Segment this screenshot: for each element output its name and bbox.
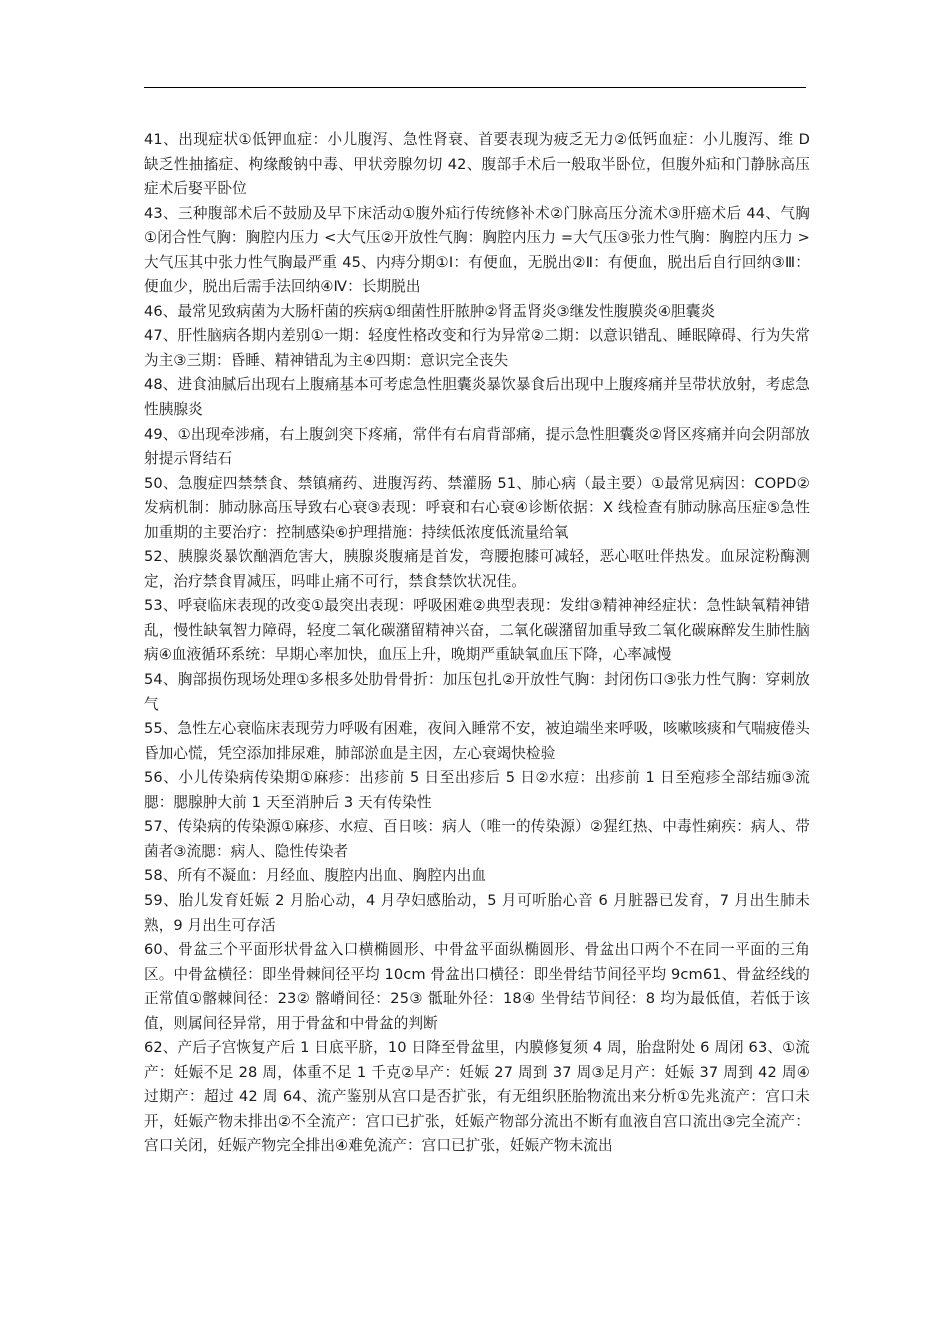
paragraph-60-61: 60、骨盆三个平面形状骨盆入口横椭圆形、中骨盆平面纵椭圆形、骨盆出口两个不在同一平面的三角区。中骨盆横径：即坐骨棘间径平均 10cm 骨盆出口横径：即坐骨结节间径平均 9cm61、骨盆经线的正常值①髂棘间径：23② 髂嵴间径：25③ 骶耻外径：18④ 坐骨结节间径：8 均为最低值，若低于该值，则属间径异常，用于骨盆和中骨盆的判断 xyxy=(144,941,810,1032)
paragraph-58: 58、所有不凝血：月经血、腹腔内出血、胸腔内出血 xyxy=(144,867,487,885)
paragraph-53: 53、呼衰临床表现的改变①最突出表现：呼吸困难②典型表现：发绀③精神神经症状：急性缺氧精神错乱，慢性缺氧智力障碍，轻度二氧化碳潴留精神兴奋，二氧化碳潴留加重导致二氧化碳麻醉发生肺性脑病④血液循环系统：早期心率加快，血压上升，晚期严重缺氧血压下降，心率减慢 xyxy=(144,597,810,664)
paragraph-43-45: 43、三种腹部术后不鼓励及早下床活动①腹外疝行传统修补术②门脉高压分流术③肝癌术后 44、气胸①闭合性气胸：胸腔内压力 <大气压②开放性气胸：胸腔内压力 =大气压③张力性气胸：胸腔内压力 >大气压其中张力性气胸最严重 45、内痔分期①Ⅰ：有便血，无脱出②Ⅱ：有便血，脱出后自行回纳③Ⅲ：便血少，脱出后需手法回纳④Ⅳ：长期脱出 xyxy=(144,204,810,296)
paragraph-59: 59、胎儿发育妊娠 2 月胎心动，4 月孕妇感胎动，5 月可听胎心音 6 月脏器已发育，7 月出生肺未熟，9 月出生可存活 xyxy=(144,891,810,934)
paragraph-62-64: 62、产后子宫恢复产后 1 日底平脐，10 日降至骨盆里，内膜修复须 4 周，胎盘附处 6 周闭 63、①流产：妊娠不足 28 周，体重不足 1 千克②早产：妊娠 27 周到 37 周③足月产：妊娠 37 周到 42 周④过期产：超过 42 周 64、流产鉴别从宫口是否扩张，有无组织胚胎物流出来分析①先兆流产：宫口未开，妊娠产物未排出②不全流产：宫口已扩张，妊娠产物部分流出不断有血液自宫口流出③完全流产：宫口关闭，妊娠产物完全排出④难免流产：宫口已扩张，妊娠产物未流出 xyxy=(144,1039,810,1155)
paragraph-41-42: 41、出现症状①低钾血症：小儿腹泻、急性肾衰、首要表现为疲乏无力②低钙血症：小儿腹泻、维 D 缺乏性抽搐症、枸缘酸钠中毒、甲状旁腺勿切 42、腹部手术后一般取半卧位，但腹外疝和门静脉高压症术后娶平卧位 xyxy=(144,131,810,198)
paragraph-47: 47、肝性脑病各期内差别①一期：轻度性格改变和行为异常②二期：以意识错乱、睡眠障碍、行为失常为主③三期：昏睡、精神错乱为主④四期：意识完全丧失 xyxy=(144,327,810,369)
paragraph-49: 49、①出现牵涉痛，右上腹剑突下疼痛，常伴有右肩背部痛，提示急性胆囊炎②肾区疼痛并向会阴部放射提示肾结石 xyxy=(144,425,810,468)
paragraph-48: 48、进食油腻后出现右上腹痛基本可考虑急性胆囊炎暴饮暴食后出现中上腹疼痛并呈带状放射，考虑急性胰腺炎 xyxy=(144,376,810,419)
paragraph-46: 46、最常见致病菌为大肠杆菌的疾病①细菌性肝脓肿②肾盂肾炎③继发性腹膜炎④胆囊炎 xyxy=(144,302,716,320)
paragraph-56: 56、小儿传染病传染期①麻疹：出疹前 5 日至出疹后 5 日②水痘：出疹前 1 日至疱疹全部结痂③流腮：腮腺肿大前 1 天至消肿后 3 天有传染性 xyxy=(144,769,810,811)
paragraph-50-51: 50、急腹症四禁禁食、禁镇痛药、进腹泻药、禁灌肠 51、肺心病（最主要）①最常见病因：COPD② 发病机制：肺动脉高压导致右心衰③表现：呼衰和右心衰④诊断依据：X 线检查有肺动脉高压症⑤急性加重期的主要治疗：控制感染⑥护理措施：持续低浓度低流量给氧 xyxy=(144,474,810,541)
document-body xyxy=(144,128,810,1159)
paragraph-54: 54、胸部损伤现场处理①多根多处肋骨骨折：加压包扎②开放性气胸：封闭伤口③张力性气胸：穿刺放气 xyxy=(144,671,810,713)
paragraph-52: 52、胰腺炎暴饮酗酒危害大，胰腺炎腹痛是首发，弯腰抱膝可减轻，恶心呕吐伴热发。血尿淀粉酶测定，治疗禁食胃减压，吗啡止痛不可行，禁食禁饮状况佳。 xyxy=(144,548,810,590)
header-rule xyxy=(144,87,806,88)
paragraph-55: 55、急性左心衰临床表现劳力呼吸有困难，夜间入睡常不安，被迫端坐来呼吸，咳嗽咳痰和气喘疲倦头昏加心慌，凭空添加排尿难，肺部淤血是主因，左心衰竭快检验 xyxy=(144,720,810,762)
paragraph-57: 57、传染病的传染源①麻疹、水痘、百日咳：病人（唯一的传染源）②猩红热、中毒性痢疾：病人、带菌者③流腮：病人、隐性传染者 xyxy=(144,818,810,860)
